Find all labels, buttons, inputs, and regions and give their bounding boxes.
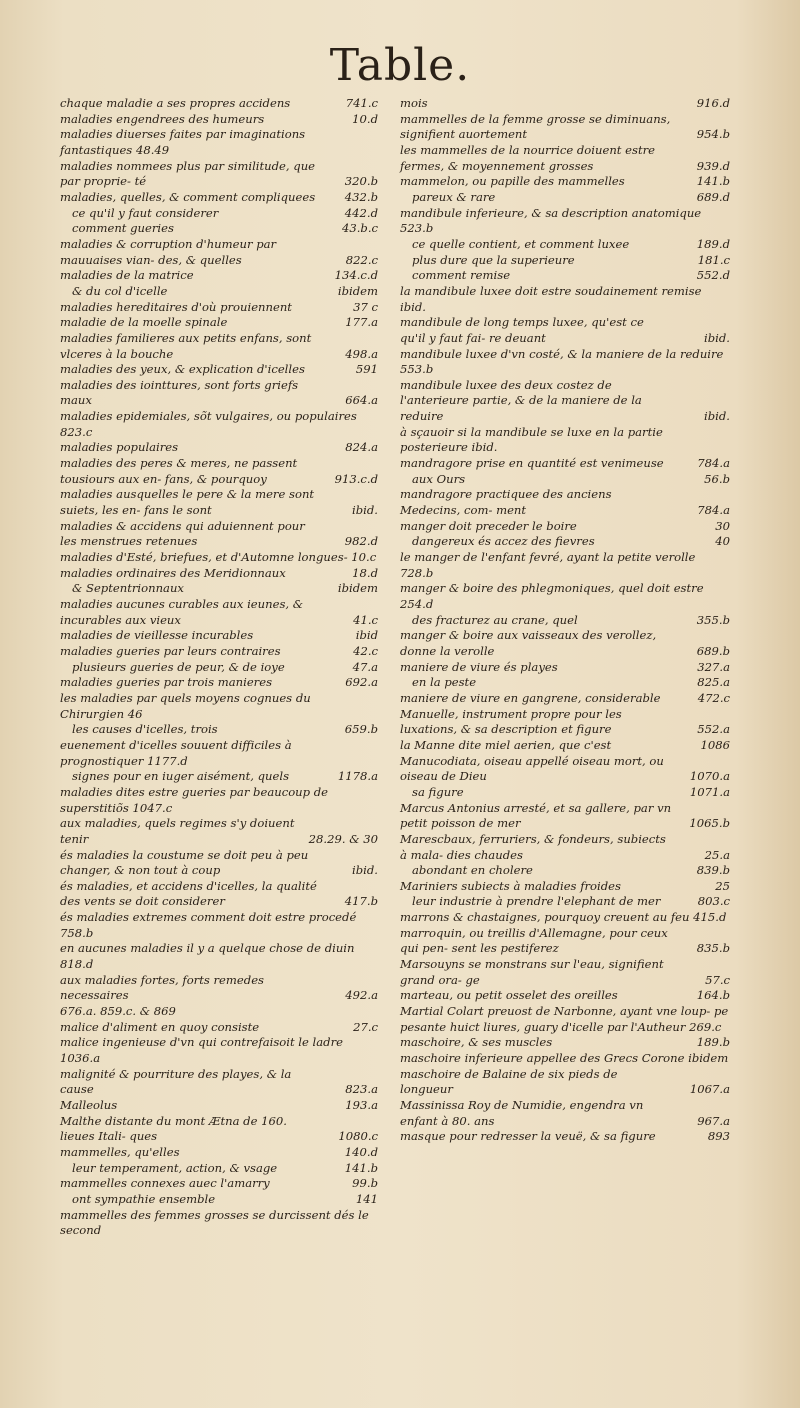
entry-page-ref: 141 xyxy=(355,1191,378,1206)
index-entry xyxy=(400,957,730,988)
index-entry xyxy=(400,456,730,472)
entry-text: marteau, ou petit osselet des oreilles xyxy=(400,988,618,1003)
entry-page-ref: 967.a xyxy=(697,1113,730,1128)
entry-text: mandibule inferieure, & sa description anatomique 523.b xyxy=(400,205,702,236)
entry-page-ref: 692.a xyxy=(345,675,378,690)
entry-page-ref: 189.b xyxy=(696,1035,730,1050)
entry-text: maladies hereditaires d'où prouiennent xyxy=(60,299,292,314)
index-entry xyxy=(400,675,730,691)
index-entry xyxy=(400,660,730,676)
entry-page-ref: 916.d xyxy=(696,96,730,110)
entry-text: maladies aucunes curables aux ieunes, & incurables aux vieux xyxy=(60,597,304,627)
index-entry xyxy=(400,378,730,425)
entry-page-ref: 417.b xyxy=(344,894,378,909)
index-entry xyxy=(400,581,730,612)
index-entry xyxy=(60,112,378,128)
page-title: Table. xyxy=(329,40,471,91)
index-entry xyxy=(60,722,378,738)
index-entry xyxy=(60,691,378,722)
index-entry xyxy=(400,785,730,801)
entry-page-ref: 30 xyxy=(715,518,730,533)
entry-text: la Manne dite miel aerien, que c'est xyxy=(400,737,612,752)
entry-text: leur industrie à prendre l'elephant de mer xyxy=(412,894,661,909)
entry-page-ref: 552.a xyxy=(697,722,730,737)
index-entry xyxy=(400,754,730,785)
entry-page-ref: 355.b xyxy=(696,612,730,627)
index-entry xyxy=(60,566,378,582)
entry-text: maniere de viure en gangrene, considerable xyxy=(400,690,661,705)
entry-text: maladies des iointtures, sont forts griefs maux xyxy=(60,377,299,408)
entry-text: plus dure que la superieure xyxy=(412,252,575,267)
index-entry xyxy=(60,581,378,597)
entry-text: signes pour en iuger aisément, quels xyxy=(72,769,290,784)
entry-text: malice d'aliment en quoy consiste xyxy=(60,1019,260,1034)
entry-text: pareux & rare xyxy=(412,189,496,204)
index-entry xyxy=(60,268,378,284)
entry-text: dangereux és accez des fievres xyxy=(412,534,595,549)
entry-text: maladies ausquelles le pere & la mere sont suiets, les en- fans le sont xyxy=(60,487,315,518)
entry-text: mandragore practiquee des anciens Medecins, com- ment xyxy=(400,487,612,518)
index-entry xyxy=(60,96,378,112)
index-entry xyxy=(400,707,730,738)
index-entry xyxy=(400,832,730,863)
index-entry xyxy=(60,1176,378,1192)
entry-text: maladies des peres & meres, ne passent tousiours aux en- fans, & pourquoy xyxy=(60,456,298,486)
index-entry xyxy=(400,206,730,237)
entry-page-ref: 1080.c xyxy=(338,1129,378,1144)
index-entry xyxy=(60,487,378,518)
entry-page-ref: 659.b xyxy=(344,722,378,737)
entry-text: abondant en cholere xyxy=(412,863,533,878)
index-entry xyxy=(60,284,378,300)
index-entry xyxy=(60,769,378,785)
entry-page-ref: 141.b xyxy=(344,1160,378,1175)
index-entry xyxy=(400,894,730,910)
index-entry xyxy=(60,910,378,941)
entry-text: malignité & pourriture des playes, & la cause xyxy=(60,1066,292,1097)
entry-text: Mariniers subiects à maladies froides xyxy=(400,878,621,893)
entry-text: és maladies extremes comment doit estre procedé 758.b xyxy=(60,910,357,940)
index-entry xyxy=(60,1161,378,1177)
entry-page-ref: 47.a xyxy=(352,659,378,674)
entry-page-ref: 823.a xyxy=(345,1082,378,1097)
entry-page-ref: ibidem xyxy=(337,581,378,596)
entry-text: ce quelle contient, et comment luxee xyxy=(412,236,630,251)
entry-page-ref: 432.b xyxy=(344,189,378,204)
index-entry xyxy=(60,738,378,769)
entry-page-ref: 177.a xyxy=(345,315,378,330)
entry-text: en la peste xyxy=(412,675,477,690)
index-entry xyxy=(400,1129,730,1145)
entry-text: maladies gueries par leurs contraires xyxy=(60,643,281,658)
index-entry xyxy=(400,926,730,957)
entry-page-ref: ibid. xyxy=(704,330,730,345)
entry-page-ref: 42.c xyxy=(353,643,378,658)
entry-page-ref: 689.d xyxy=(696,189,730,204)
entry-text: malice ingenieuse d'vn qui contrefaisoit le ladre 1036.a xyxy=(60,1035,344,1066)
entry-text: maladies familieres aux petits enfans, sont vlceres à la bouche xyxy=(60,330,312,361)
index-entry xyxy=(60,628,378,644)
index-entry xyxy=(400,143,730,174)
index-entry xyxy=(60,1208,378,1239)
index-entry xyxy=(400,190,730,206)
entry-text: mandibule de long temps luxee, qu'est ce qu'il y faut fai- re deuant xyxy=(400,315,644,345)
index-entry xyxy=(400,253,730,269)
entry-text: les maladies par quels moyens cognues du Chirurgien 46 xyxy=(60,690,311,721)
entry-text: manger & boire des phlegmoniques, quel doit estre 254.d xyxy=(400,581,704,611)
entry-text: comment gueries xyxy=(72,221,174,236)
index-entry xyxy=(60,378,378,409)
index-entry xyxy=(400,425,730,456)
entry-page-ref: 982.d xyxy=(344,534,378,549)
entry-text: des fracturez au crane, quel xyxy=(412,612,578,627)
entry-text: le manger de l'enfant fevré, ayant la petite verolle 728.b xyxy=(400,550,696,580)
right-column xyxy=(400,96,730,1145)
entry-page-ref: 41.c xyxy=(353,612,378,627)
left-column xyxy=(60,96,378,1239)
entry-page-ref: ibidem xyxy=(337,283,378,298)
entry-text: maladies nommees plus par similitude, que par proprie- té xyxy=(60,158,316,189)
index-entry xyxy=(60,1114,378,1145)
index-entry xyxy=(60,519,378,550)
entry-text: maladies ordinaires des Meridionnaux xyxy=(60,565,286,580)
entry-text: aux Ours xyxy=(412,471,466,486)
index-entry xyxy=(60,300,378,316)
index-entry xyxy=(400,1067,730,1098)
entry-page-ref: 141.b xyxy=(696,174,730,189)
index-entry xyxy=(60,644,378,660)
index-entry xyxy=(400,1098,730,1129)
entry-page-ref: 25 xyxy=(715,878,730,893)
entry-page-ref: 134.c.d xyxy=(334,268,378,283)
index-entry xyxy=(60,190,378,206)
entry-page-ref: 189.d xyxy=(696,236,730,251)
entry-page-ref: 1071.a xyxy=(689,784,730,799)
index-entry xyxy=(400,628,730,659)
entry-text: marrons & chastaignes, pourquoy creuent au feu 415.d xyxy=(400,910,727,925)
index-entry xyxy=(60,409,378,440)
entry-text: aux maladies, quels regimes s'y doiuent tenir xyxy=(60,816,295,846)
index-entry xyxy=(60,1098,378,1114)
entry-text: Marcus Antonius arresté, et sa gallere, par vn petit poisson de mer xyxy=(400,800,672,831)
index-entry xyxy=(60,440,378,456)
entry-text: maladies populaires xyxy=(60,440,179,455)
index-entry xyxy=(60,660,378,676)
index-entry xyxy=(400,487,730,518)
entry-page-ref: 954.b xyxy=(696,127,730,142)
entry-page-ref: 1065.b xyxy=(689,816,730,831)
entry-text: la mandibule luxee doit estre soudainement remise ibid. xyxy=(400,283,702,314)
index-entry xyxy=(400,738,730,754)
entry-text: mammelles de la femme grosse se diminuans, signifient auortement xyxy=(400,111,671,142)
entry-page-ref: 1067.a xyxy=(689,1082,730,1097)
entry-page-ref: 913.c.d xyxy=(334,471,378,486)
entry-text: Malleolus xyxy=(60,1098,118,1112)
entry-page-ref: 43.b.c xyxy=(341,221,378,236)
entry-text: à sçauoir si la mandibule se luxe en la partie posterieure ibid. xyxy=(400,424,663,455)
index-entry xyxy=(60,879,378,910)
entry-text: és maladies, et accidens d'icelles, la qualité des vents se doit considerer xyxy=(60,878,317,909)
index-entry xyxy=(400,613,730,629)
entry-text: comment remise xyxy=(412,268,511,283)
entry-text: maladies & accidens qui aduiennent pour les menstrues retenues xyxy=(60,518,305,549)
entry-text: maladies gueries par trois manieres xyxy=(60,675,273,690)
index-entry xyxy=(400,1004,730,1035)
entry-text: marroquin, ou treillis d'Allemagne, pour ceux qui pen- sent les pestiferez xyxy=(400,925,668,956)
entry-text: maladies, quelles, & comment compliquees xyxy=(60,189,316,204)
entry-text: & du col d'icelle xyxy=(72,283,168,298)
entry-text: 676.a. 859.c. & 869 xyxy=(60,1004,176,1019)
entry-text: mandragore prise en quantité est venimeuse xyxy=(400,456,664,471)
entry-page-ref: 803.c xyxy=(697,894,730,909)
index-entry xyxy=(60,941,378,972)
entry-text: les causes d'icelles, trois xyxy=(72,722,218,737)
index-entry xyxy=(400,863,730,879)
index-entry xyxy=(60,675,378,691)
index-entry xyxy=(60,848,378,879)
entry-text: leur temperament, action, & vsage xyxy=(72,1160,278,1175)
index-entry xyxy=(60,1145,378,1161)
entry-text: masque pour redresser la veuë, & sa figure xyxy=(400,1129,656,1144)
entry-page-ref: 327.a xyxy=(697,659,730,674)
index-entry xyxy=(60,315,378,331)
entry-page-ref: 56.b xyxy=(704,471,730,486)
entry-page-ref: 1086 xyxy=(700,737,730,752)
entry-page-ref: 825.a xyxy=(697,675,730,690)
entry-page-ref: 1178.a xyxy=(337,769,378,784)
entry-page-ref: 181.c xyxy=(697,252,730,267)
index-entry xyxy=(400,96,730,112)
entry-text: euenement d'icelles souuent difficiles à prognostiquer 1177.d xyxy=(60,737,292,768)
entry-text: maladies diuerses faites par imaginations fantastiques 48.49 xyxy=(60,127,306,157)
entry-text: mammelles connexes auec l'amarry xyxy=(60,1176,270,1191)
entry-page-ref: 10.d xyxy=(352,111,378,126)
entry-page-ref: 27.c xyxy=(353,1019,378,1034)
index-entry xyxy=(60,159,378,190)
entry-page-ref: 57.c xyxy=(705,972,730,987)
entry-text: mammelles, qu'elles xyxy=(60,1144,180,1159)
entry-page-ref: 822.c xyxy=(345,252,378,267)
entry-text: maschoire, & ses muscles xyxy=(400,1035,553,1050)
entry-page-ref: ibid xyxy=(355,628,378,643)
entry-page-ref: 25.a xyxy=(704,847,730,862)
index-entry xyxy=(400,237,730,253)
entry-page-ref: 498.a xyxy=(345,346,378,361)
entry-text: mandibule luxee des deux costez de l'anterieure partie, & de la maniere de la reduire xyxy=(400,377,642,424)
index-entry xyxy=(60,1067,378,1098)
index-entry xyxy=(400,112,730,143)
entry-text: les mammelles de la nourrice doiuent estre fermes, & moyennement grosses xyxy=(400,142,656,173)
entry-page-ref: 741.c xyxy=(345,96,378,110)
index-entry xyxy=(400,801,730,832)
entry-text: maladies d'Esté, briefues, et d'Automne longues- 10.c xyxy=(60,550,377,565)
entry-page-ref: 140.d xyxy=(344,1144,378,1159)
entry-page-ref: 1070.a xyxy=(689,769,730,784)
entry-text: maschoire inferieure appellee des Grecs Corone ibidem xyxy=(400,1051,729,1066)
index-entry xyxy=(60,1035,378,1066)
entry-page-ref: 664.a xyxy=(345,393,378,408)
entry-text: maschoire de Balaine de six pieds de longueur xyxy=(400,1066,618,1097)
entry-page-ref: 839.b xyxy=(696,863,730,878)
entry-page-ref: 40 xyxy=(715,534,730,549)
entry-page-ref: ibid. xyxy=(352,863,378,878)
entry-text: mois xyxy=(400,96,428,110)
entry-text: Manucodiata, oiseau appellé oiseau mort, ou oiseau de Dieu xyxy=(400,753,664,784)
entry-page-ref: ibid. xyxy=(704,409,730,424)
entry-text: sa figure xyxy=(412,784,464,799)
entry-text: maladies dites estre gueries par beaucoup de superstitiõs 1047.c xyxy=(60,784,329,815)
entry-text: és maladies la coustume se doit peu à peu changer, & non tout à coup xyxy=(60,847,309,878)
index-entry xyxy=(400,534,730,550)
entry-page-ref: 939.d xyxy=(696,158,730,173)
index-entry xyxy=(400,347,730,378)
index-entry xyxy=(60,362,378,378)
entry-page-ref: 164.b xyxy=(696,988,730,1003)
entry-text: chaque maladie a ses propres accidens xyxy=(60,96,291,110)
entry-text: Marescbaux, ferruriers, & fondeurs, subiects à mala- dies chaudes xyxy=(400,831,666,862)
index-entry xyxy=(400,1035,730,1051)
index-entry xyxy=(60,206,378,222)
index-entry xyxy=(400,910,730,926)
entry-page-ref: 824.a xyxy=(345,440,378,455)
entry-text: ont sympathie ensemble xyxy=(72,1191,216,1206)
entry-text: & Septentrionnaux xyxy=(72,581,184,596)
entry-page-ref: 591 xyxy=(355,362,378,377)
entry-page-ref: 99.b xyxy=(352,1176,378,1191)
entry-text: manger doit preceder le boire xyxy=(400,518,577,533)
index-entry xyxy=(60,331,378,362)
entry-page-ref: 442.d xyxy=(344,205,378,220)
index-entry xyxy=(60,1004,378,1020)
entry-text: manger & boire aux vaisseaux des verollez, donne la verolle xyxy=(400,628,657,658)
entry-page-ref: 784.a xyxy=(697,456,730,471)
index-entry xyxy=(400,315,730,346)
entry-text: Marsouyns se monstrans sur l'eau, signifient grand ora- ge xyxy=(400,957,664,987)
entry-text: maladies & corruption d'humeur par mauuaises vian- des, & quelles xyxy=(60,236,277,267)
entry-text: maladies de vieillesse incurables xyxy=(60,628,254,643)
entry-text: maniere de viure és playes xyxy=(400,659,558,674)
entry-text: maladies epidemiales, sõt vulgaires, ou populaires 823.c xyxy=(60,409,357,439)
entry-page-ref: 893 xyxy=(707,1129,730,1144)
entry-text: mandibule luxee d'vn costé, & la maniere de la reduire 553.b xyxy=(400,346,724,377)
index-entry xyxy=(400,1051,730,1067)
entry-text: maladie de la moelle spinale xyxy=(60,315,228,330)
entry-page-ref: 28.29. & 30 xyxy=(308,831,378,846)
index-entry xyxy=(60,816,378,847)
entry-page-ref: ibid. xyxy=(352,503,378,518)
index-entry xyxy=(400,472,730,488)
index-entry xyxy=(60,221,378,237)
index-entry xyxy=(60,456,378,487)
index-entry xyxy=(60,597,378,628)
entry-text: Malthe distante du mont Ætna de 160. lieues Itali- ques xyxy=(60,1113,287,1144)
entry-text: plusieurs gueries de peur, & de ioye xyxy=(72,659,285,674)
index-entry xyxy=(60,785,378,816)
entry-text: ce qu'il y faut considerer xyxy=(72,205,219,220)
entry-text: Manuelle, instrument propre pour les luxations, & sa description et figure xyxy=(400,706,622,737)
index-entry xyxy=(400,988,730,1004)
index-entry xyxy=(60,973,378,1004)
entry-page-ref: 18.d xyxy=(352,565,378,580)
index-entry xyxy=(400,174,730,190)
entry-text: mammelon, ou papille des mammelles xyxy=(400,174,625,189)
entry-text: en aucunes maladies il y a quelque chose de diuin 818.d xyxy=(60,941,355,972)
entry-page-ref: 320.b xyxy=(344,174,378,189)
entry-page-ref: 193.a xyxy=(345,1098,378,1112)
entry-page-ref: 689.b xyxy=(696,643,730,658)
entry-text: maladies engendrees des humeurs xyxy=(60,111,265,126)
entry-text: maladies de la matrice xyxy=(60,268,194,283)
index-entry xyxy=(400,268,730,284)
entry-page-ref: 492.a xyxy=(345,988,378,1003)
entry-text: Massinissa Roy de Numidie, engendra vn enfant à 80. ans xyxy=(400,1098,644,1128)
entry-page-ref: 37 c xyxy=(353,299,378,314)
index-entry xyxy=(400,691,730,707)
entry-page-ref: 835.b xyxy=(696,941,730,956)
entry-text: maladies des yeux, & explication d'icelles xyxy=(60,362,305,377)
entry-text: Martial Colart preuost de Narbonne, ayant vne loup- pe pesante huict liures, guary d'icelle par l'Autheur 269.c xyxy=(400,1004,729,1034)
index-entry xyxy=(60,127,378,158)
index-entry xyxy=(400,519,730,535)
entry-text: aux maladies fortes, forts remedes necessaires xyxy=(60,972,265,1003)
index-entry xyxy=(60,1192,378,1208)
index-entry xyxy=(400,284,730,315)
entry-page-ref: 784.a xyxy=(697,503,730,518)
entry-text: mammelles des femmes grosses se durcissent dés le second xyxy=(60,1207,369,1238)
index-entry xyxy=(60,1020,378,1036)
index-entry xyxy=(60,237,378,268)
index-entry xyxy=(400,879,730,895)
entry-page-ref: 552.d xyxy=(696,268,730,283)
index-entry xyxy=(400,550,730,581)
entry-page-ref: 472.c xyxy=(697,690,730,705)
index-entry xyxy=(60,550,378,566)
